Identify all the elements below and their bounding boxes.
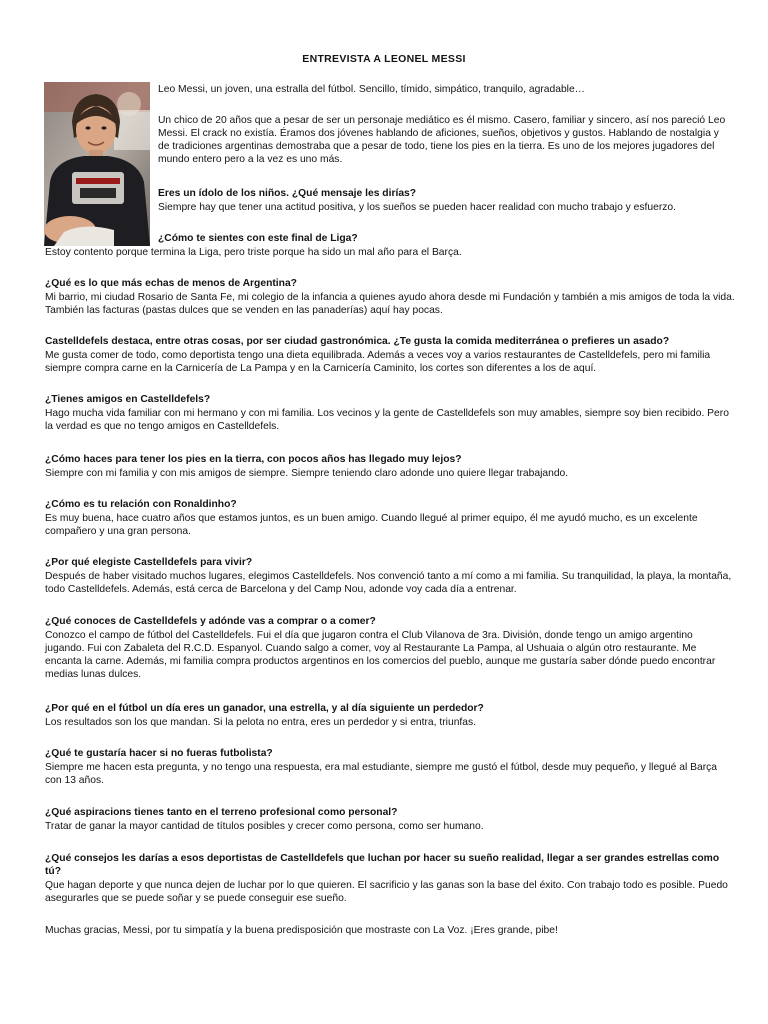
answer-9: Conozco el campo de fútbol del Castelldefels. Fui el día que jugaron contra el Club Vilanova de 3ra. División, donde tengo un amigo argentino jugando. Fui con Zabaleta del R.C.D. Espanyol. Cuando salgo a comer, voy al Restaurante La Pampa, al Ushuaia o algún otro restaurante. Me encanta la carne. Además, mi familia compra productos argentinos en los comercios del pueblo, aunque me gustaría saber dónde puedo encontrar medias lunas dulces. (45, 630, 716, 680)
closing-remark: Muchas gracias, Messi, por tu simpatía y la buena predisposición que mostraste con La Voz. ¡Eres grande, pibe! (45, 925, 558, 936)
question-9: ¿Qué conoces de Castelldefels y adónde vas a comprar o a comer? (45, 616, 376, 627)
question-13: ¿Qué consejos les darías a esos deportistas de Castelldefels que luchan por hacer su sueño realidad, llegar a ser grandes estrellas como tú? (45, 853, 720, 877)
question-7: ¿Cómo es tu relación con Ronaldinho? (45, 499, 237, 510)
intro-summary: Leo Messi, un joven, una estralla del fútbol. Sencillo, tímido, simpático, tranquilo, agradable… (158, 84, 585, 95)
question-6: ¿Cómo haces para tener los pies en la tierra, con pocos años has llegado muy lejos? (45, 454, 462, 465)
answer-5: Hago mucha vida familiar con mi hermano y con mi familia. Los vecinos y la gente de Castelldefels son muy amables, siempre soy bien recibido. Pero la verdad es que no tengo amigos en Castelldefels. (45, 408, 729, 432)
answer-7: Es muy buena, hace cuatro años que estamos juntos, es un buen amigo. Cuando llegué al primer equipo, él me ayudó mucho, es un excelente compañero y una gran persona. (45, 513, 698, 537)
answer-13: Que hagan deporte y que nunca dejen de luchar por lo que quieren. El sacrificio y las ganas son la base del éxito. Con trabajo todo es posible. Puedo asegurarles que se puede soñar y se puede conseguir ese sueño. (45, 880, 728, 904)
answer-1: Siempre hay que tener una actitud positiva, y los sueños se pueden hacer realidad con mucho trabajo y esfuerzo. (158, 202, 677, 213)
question-3: ¿Qué es lo que más echas de menos de Argentina? (45, 278, 297, 289)
question-10: ¿Por qué en el fútbol un día eres un ganador, una estrella, y al día siguiente un perdedor? (45, 703, 484, 714)
question-8: ¿Por qué elegiste Castelldefels para vivir? (45, 557, 253, 568)
question-5: ¿Tienes amigos en Castelldefels? (45, 394, 211, 405)
question-2: ¿Cómo te sientes con este final de Liga? (158, 233, 358, 244)
answer-10: Los resultados son los que mandan. Si la pelota no entra, eres un perdedor y si entra, triunfas. (45, 717, 477, 728)
answer-8: Después de haber visitado muchos lugares, elegimos Castelldefels. Nos convenció tanto a mí como a mi familia. Su tranquilidad, la playa, la montaña, todo Castelldefels. Además, está cerca de Barcelona y del Camp Nou, adonde voy cada día a entrenar. (45, 571, 732, 595)
document-title: ENTREVISTA A LEONEL MESSI (302, 53, 466, 65)
question-4: Castelldefels destaca, entre otras cosas, por ser ciudad gastronómica. ¿Te gusta la comida mediterránea o prefieres un asado? (45, 336, 670, 347)
question-12: ¿Qué aspiracions tienes tanto en el terreno profesional como personal? (45, 807, 398, 818)
question-1: Eres un ídolo de los niños. ¿Qué mensaje les dirías? (158, 188, 417, 199)
answer-6: Siempre con mi familia y con mis amigos de siempre. Siempre teniendo claro adonde uno quiere llegar trabajando. (45, 468, 569, 479)
answer-3: Mi barrio, mi ciudad Rosario de Santa Fe, mi colegio de la infancia a quienes ayudo ahora desde mi Fundación y también a mis amigos de toda la vida. También las facturas (pastas dulces que se venden en las panaderías) aquí hay pocas. (45, 292, 735, 316)
answer-12: Tratar de ganar la mayor cantidad de títulos posibles y crecer como persona, como ser humano. (45, 821, 484, 832)
messi-photo (44, 82, 150, 246)
question-11: ¿Qué te gustaría hacer si no fueras futbolista? (45, 748, 273, 759)
answer-11: Siempre me hacen esta pregunta, y no tengo una respuesta, era mal estudiante, siempre me gustó el fútbol, desde muy pequeño, y llegué al Barça con 13 años. (45, 762, 717, 786)
answer-2: Estoy contento porque termina la Liga, pero triste porque ha sido un mal año para el Barça. (45, 247, 462, 258)
intro-paragraph: Un chico de 20 años que a pesar de ser un personaje mediático es él mismo. Casero, familiar y sincero, así nos pareció Leo Messi. El crack no existía. Éramos dos jóvenes hablando de aficiones, sueños, objetivos y gustos. Hablando de nostalgia y de tradiciones argentinas demostraba que a pesar de todo, tiene los pies en la tierra. Es uno de los mejores jugadores del mundo entero pero a la vez es uno más. (158, 115, 726, 165)
answer-4: Me gusta comer de todo, como deportista tengo una dieta equilibrada. Además a veces voy a varios restaurantes de Castelldefels, pero mi familia siempre compra carne en la Carnicería de La Pampa y en la Carnicería Caminito, los cortes son diferentes a los de aquí. (45, 350, 711, 374)
